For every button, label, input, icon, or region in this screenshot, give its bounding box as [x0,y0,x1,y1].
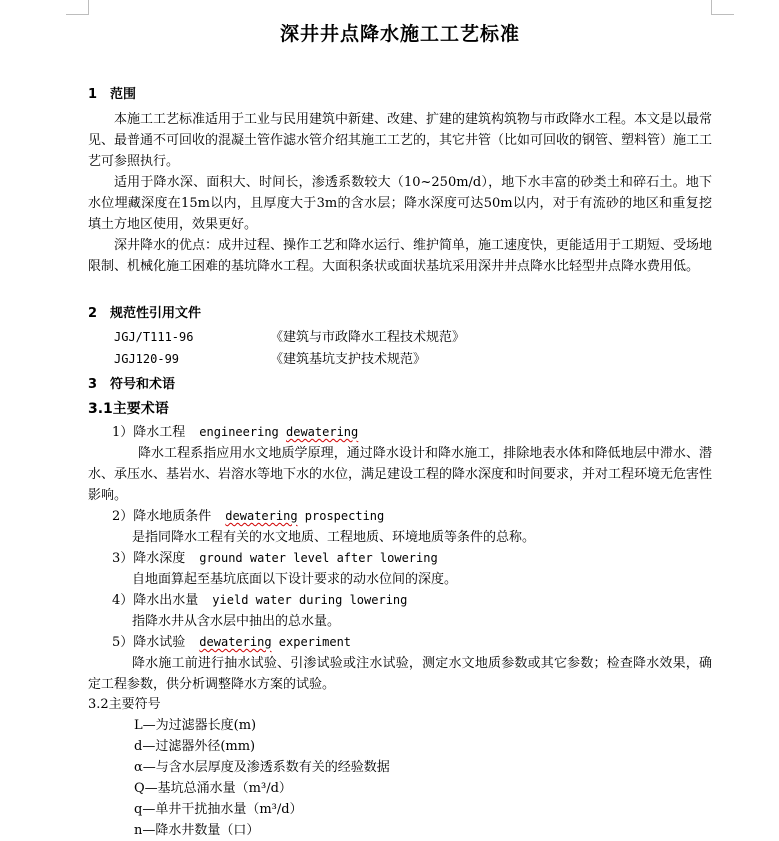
subsection-3-2-heading: 3.2主要符号 [88,697,161,712]
reference-row [114,327,465,348]
paragraph: 深井降水的优点：成井过程、操作工艺和降水运行、维护简单，施工速度快，更能适用于工期短、受场地限制、机械化施工困难的基坑降水工程。大面积条状或面状基坑采用深井井点降水比轻型井点降水费用低。 [88,238,713,274]
symbol-item: Q—基坑总涌水量（m³/d） [134,781,292,796]
term-en: yield water during lowering [212,593,408,607]
term-en [225,509,384,523]
term-cn: 降水出水量 [133,593,199,608]
term-item [112,506,384,527]
term-index: 5） [112,635,134,650]
reference-code: JGJ120-99 [114,352,180,366]
symbol-item: n—降水井数量（口） [134,823,260,838]
section-number: 1 [88,87,98,102]
definition-text: 降水工程系指应用水文地质学原理，通过降水设计和降水施工，排除地表水体和降低地层中滞水、潜水、承压水、基岩水、岩溶水等地下水的水位，满足建设工程的降水深度和时间要求，并对工程环境无危害性影响。 [88,446,713,503]
term-definition [132,569,712,590]
symbol-item: α—与含水层厚度及渗透系数有关的经验数据 [134,760,390,775]
term-en-spellcheck: dewatering [225,509,298,523]
term-item [112,590,407,611]
term-cn: 降水试验 [133,635,186,650]
term-index: 1） [112,425,134,440]
reference-name: 《建筑与市政降水工程技术规范》 [270,330,466,345]
term-definition [132,611,712,632]
term-en [199,425,358,439]
section-number: 2 [88,306,98,321]
term-definition [132,527,712,548]
page-corner-mark-left [66,0,89,15]
definition-text: 指降水井从含水层中抽出的总水量。 [132,614,341,629]
term-index: 3） [112,551,134,566]
paragraph: 本施工工艺标准适用于工业与民用建筑中新建、改建、扩建的建筑构筑物与市政降水工程。本文是以最常见、最普通不可回收的混凝土管作滤水管介绍其施工工艺的，其它井管（比如可回收的钢管、塑料管）施工工艺可参照执行。 [88,112,713,169]
term-en: ground water level after lowering [199,551,438,565]
section-1-heading [88,84,136,105]
section-1-body [88,109,712,277]
term-definition [88,443,712,506]
term-en-part: experiment [271,635,352,649]
term-en-spellcheck: dewatering [199,635,272,649]
page-corner-mark-right [711,0,734,15]
symbol-item: L—为过滤器长度(m) [134,718,257,733]
term-definition [88,653,712,695]
section-number: 3 [88,377,98,392]
term-cn: 降水深度 [133,551,186,566]
subsection-3-1-heading: 3.1主要术语 [88,401,169,417]
term-item [112,422,358,443]
symbol-item: q—单井干扰抽水量（m³/d） [134,802,303,817]
term-item [112,632,351,653]
term-en [199,635,351,649]
term-en-part: engineering [199,425,286,439]
section-title: 范围 [110,87,137,102]
definition-text: 是指同降水工程有关的水文地质、工程地质、环境地质等条件的总称。 [132,530,536,545]
paragraph: 适用于降水深、面积大、时间长，渗透系数较大（10~250m/d），地下水丰富的砂类土和碎石土。地下水位埋藏深度在15m以内，且厚度大于3m的含水层；降水深度可达50m以内，对于有流砂的地区和重复挖填土方地区使用，效果更好。 [88,175,712,232]
definition-text: 自地面算起至基坑底面以下设计要求的动水位间的深度。 [132,572,458,587]
term-cn: 降水工程 [133,425,186,440]
term-en-spellcheck: dewatering [286,425,359,439]
definition-text: 降水施工前进行抽水试验、引渗试验或注水试验，测定水文地质参数或其它参数；检查降水效果，确定工程参数，供分析调整降水方案的试验。 [88,656,712,692]
symbol-item: d—过滤器外径(mm) [134,739,256,754]
reference-row [114,349,426,370]
section-title: 符号和术语 [110,377,176,392]
term-item [112,548,438,569]
document-title: 深井井点降水施工工艺标准 [279,23,520,45]
term-en-part: prospecting [297,509,385,523]
reference-name: 《建筑基坑支护技术规范》 [270,352,427,367]
term-index: 2） [112,509,134,524]
term-cn: 降水地质条件 [133,509,212,524]
term-index: 4） [112,593,134,608]
section-2-heading [88,303,201,324]
section-title: 规范性引用文件 [110,306,202,321]
reference-code: JGJ/T111-96 [114,330,194,344]
section-3-heading [88,374,175,395]
